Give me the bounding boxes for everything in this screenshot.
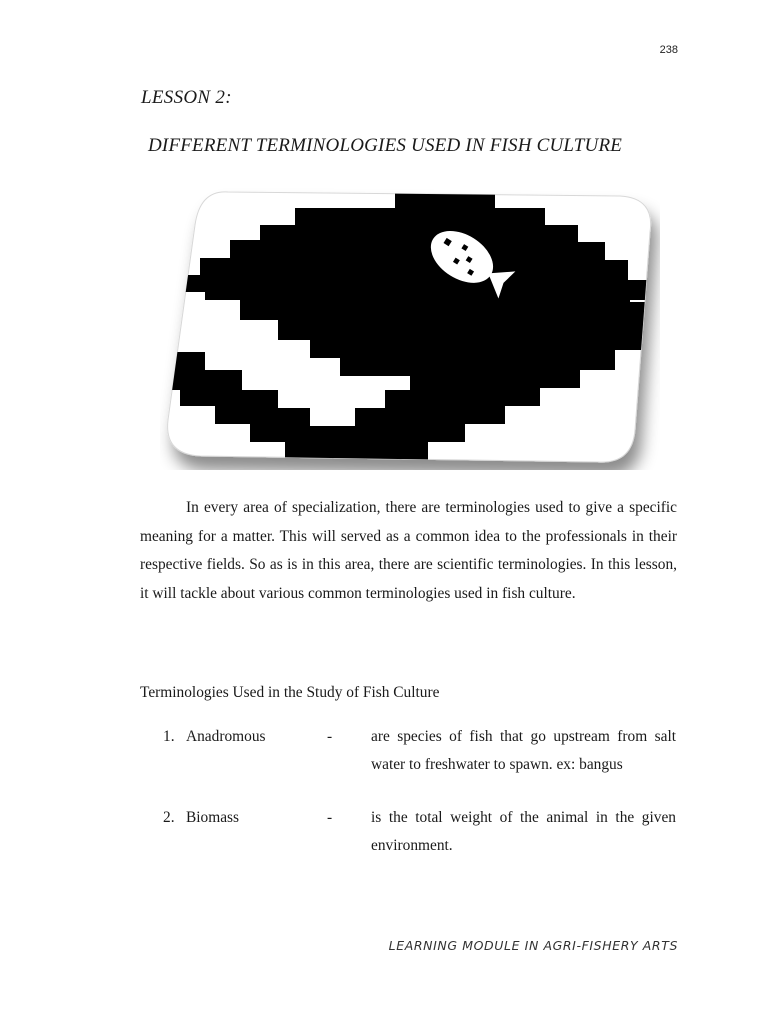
- term-definition: are species of fish that go upstream from salt water to freshwater to spawn. ex: bangus: [371, 728, 676, 773]
- term-separator: -: [327, 728, 333, 745]
- module-footer: LEARNING MODULE IN AGRI-FISHERY ARTS: [388, 938, 678, 953]
- term-number: 1.: [163, 728, 175, 745]
- term-word: Biomass: [186, 809, 240, 826]
- term-number: 2.: [163, 809, 175, 826]
- lesson-label: LESSON 2:: [141, 87, 232, 108]
- section-title: Terminologies Used in the Study of Fish Culture: [140, 684, 440, 701]
- term-item: [163, 804, 677, 864]
- lesson-title: DIFFERENT TERMINOLOGIES USED IN FISH CULTURE: [148, 135, 623, 156]
- term-definition: is the total weight of the animal in the given environment.: [371, 809, 676, 854]
- page-number: 238: [659, 44, 678, 56]
- fish-culture-emblem-image: [160, 180, 660, 475]
- term-separator: -: [327, 809, 333, 826]
- intro-paragraph: In every area of specialization, there are terminologies used to give a specific meaning for a matter. This will served as a common idea to the professionals in their respective fields. So as is in this area, there are scientific terminologies. In this lesson, it will tackle about various common terminologies used in fish culture.: [140, 499, 677, 602]
- term-word: Anadromous: [186, 728, 266, 745]
- term-item: [163, 723, 677, 783]
